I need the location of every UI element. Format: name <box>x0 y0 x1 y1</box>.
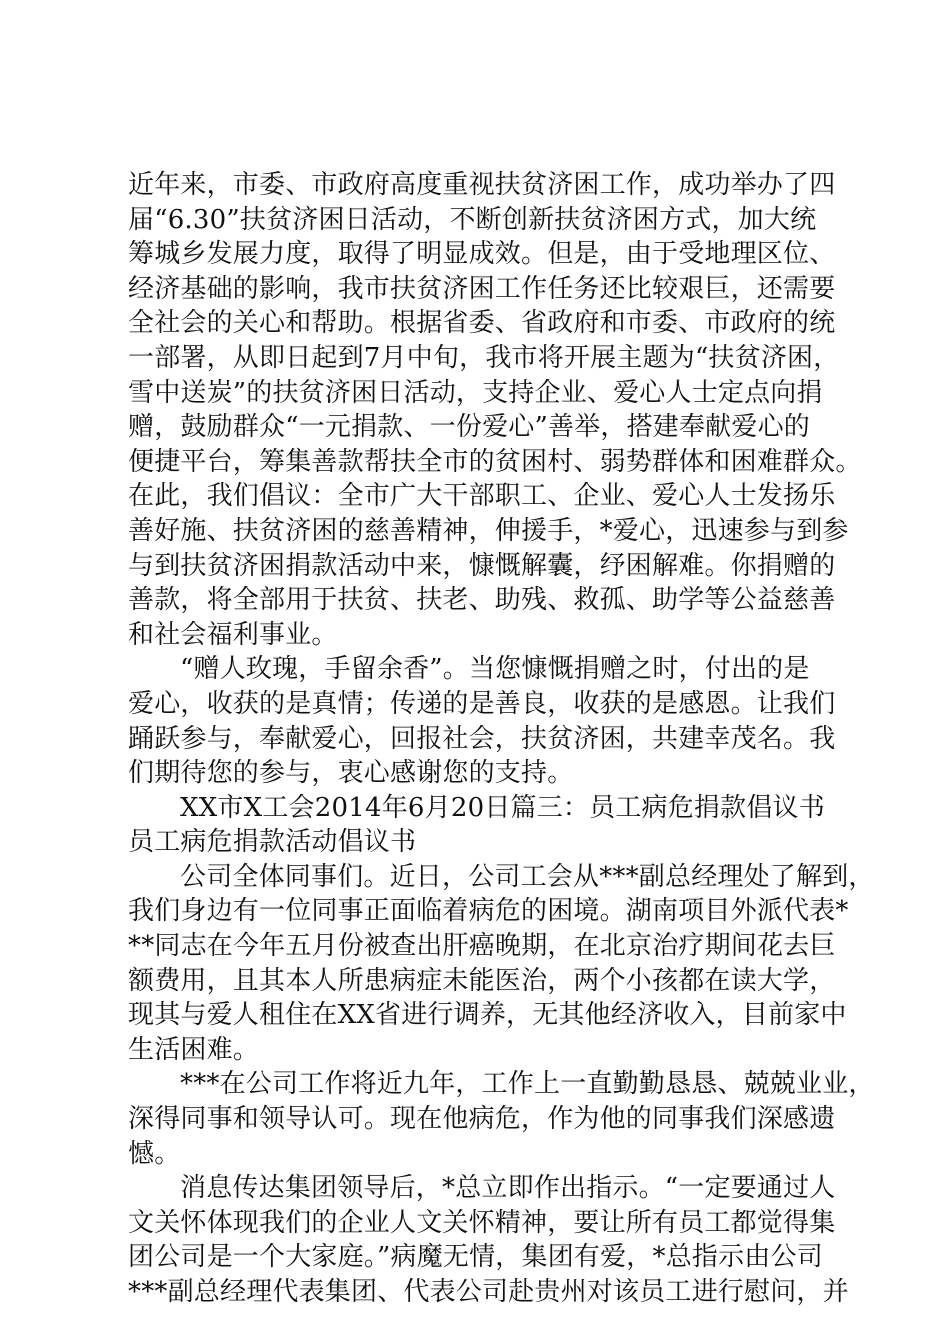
text-line: 近年来，市委、市政府高度重视扶贫济困工作，成功举办了四 <box>128 170 836 200</box>
text-line: “赠人玫瑰，手留余香”。当您慷慨捐赠之时，付出的是 <box>180 654 810 685</box>
text-line: 赠，鼓励群众“一元捐款、一份爱心”善举，搭建奉献爱心的 <box>128 412 810 443</box>
text-line: 公司全体同事们。近日，公司工会从***副总经理处了解到， <box>180 861 875 892</box>
text-line: 消息传达集团领导后，*总立即作出指示。“一定要通过人 <box>180 1173 836 1204</box>
text-line: 便捷平台，筹集善款帮扶全市的贫困村、弱势群体和困难群众。 <box>128 446 862 477</box>
text-line: 筹城乡发展力度，取得了明显成效。但是，由于受地理区位、 <box>128 239 836 270</box>
text-line: 雪中送炭”的扶贫济困日活动，支持企业、爱心人士定点向捐 <box>128 377 823 408</box>
document-body <box>128 168 875 1310</box>
text-line: 善款，将全部用于扶贫、扶老、助残、救孤、助学等公益慈善 <box>128 585 836 616</box>
text-line: 全社会的关心和帮助。根据省委、省政府和市委、市政府的统 <box>128 308 836 339</box>
text-line: 我们身边有一位同事正面临着病危的困境。湖南项目外派代表* <box>128 896 849 927</box>
text-line: 经济基础的影响，我市扶贫济困工作任务还比较艰巨，还需要 <box>128 273 836 304</box>
text-line: 团公司是一个大家庭。”病魔无情，集团有爱，*总指示由公司 <box>128 1242 823 1273</box>
text-line: 深得同事和领导认可。现在他病危，作为他的同事我们深感遗 <box>128 1104 836 1135</box>
text-line: 善好施、扶贫济困的慈善精神，伸援手，*爱心，迅速参与到参 <box>128 515 849 546</box>
text-line: 在此，我们倡议：全市广大干部职工、企业、爱心人士发扬乐 <box>128 481 836 512</box>
text-line: 与到扶贫济困捐款活动中来，慷慨解囊，纾困解难。你捐赠的 <box>128 550 836 581</box>
text-line: 一部署，从即日起到7月中旬，我市将开展主题为“扶贫济困， <box>128 342 840 373</box>
text-line: ***副总经理代表集团、代表公司赴贵州对该员工进行慰问，并 <box>128 1277 849 1307</box>
text-line: ***在公司工作将近九年，工作上一直勤勤恳恳、兢兢业业， <box>180 1069 875 1100</box>
text-line: 生活困难。 <box>128 1034 260 1065</box>
text-line: 和社会福利事业。 <box>128 619 338 650</box>
text-line: 届“6.30”扶贫济困日活动，不断创新扶贫济困方式，加大统 <box>128 204 817 235</box>
text-line: 们期待您的参与，衷心感谢您的支持。 <box>128 758 574 789</box>
text-line: **同志在今年五月份被查出肝癌晚期，在北京治疗期间花去巨 <box>128 931 836 962</box>
text-line: XX市X工会2014年6月20日篇三：员工病危捐款倡议书 <box>180 792 825 823</box>
text-line: 现其与爱人租住在XX省进行调养，无其他经济收入，目前家中 <box>128 1000 847 1031</box>
text-line: 文关怀体现我们的企业人文关怀精神，要让所有员工都觉得集 <box>128 1207 836 1238</box>
text-line: 踊跃参与，奉献爱心，回报社会，扶贫济困，共建幸茂名。我 <box>128 723 836 754</box>
text-line: 憾。 <box>128 1138 181 1169</box>
text-line: 额费用，且其本人所患病症未能医治，两个小孩都在读大学， <box>128 965 836 996</box>
text-line: 员工病危捐款活动倡议书 <box>128 827 417 858</box>
text-line: 爱心，收获的是真情；传递的是善良，收获的是感恩。让我们 <box>128 688 836 719</box>
